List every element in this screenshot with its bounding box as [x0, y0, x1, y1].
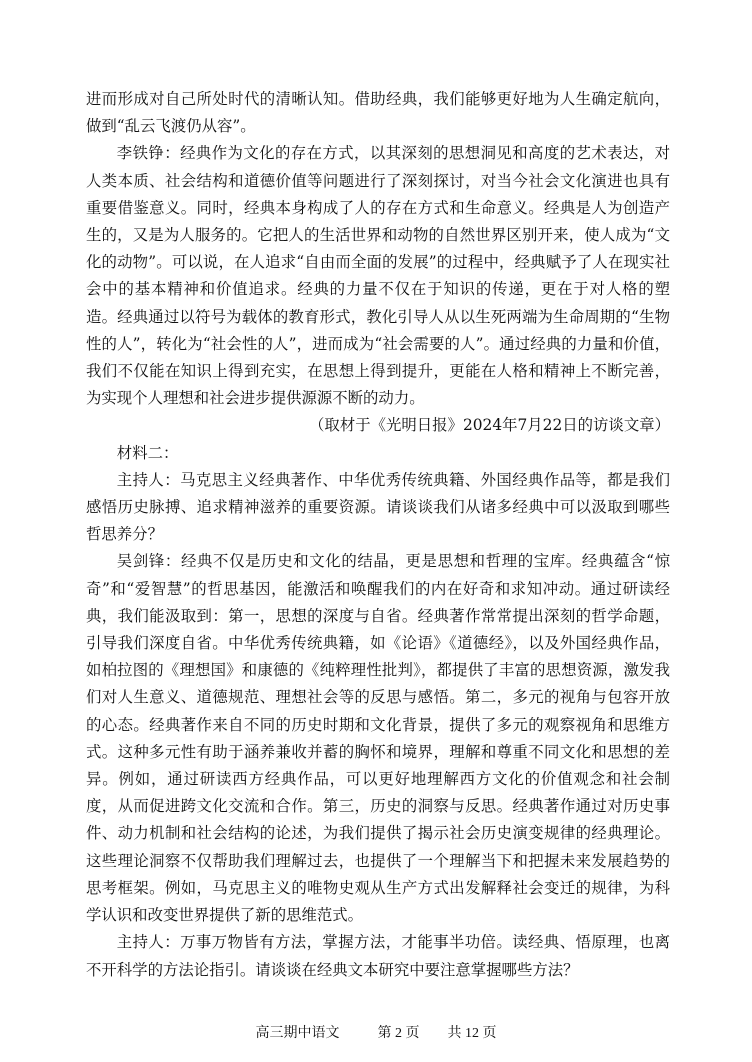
paragraph-continuation: 进而形成对自己所处时代的清晰认知。借助经典，我们能够更好地为人生确定航向，做到“乱云飞渡仍从容”。	[86, 90, 670, 136]
footer-page-number: 第 2 页	[377, 1026, 420, 1041]
paragraph-host-question-2: 主持人：万事万物皆有方法，掌握方法，才能事半功倍。读经典、悟原理，也离不开科学的方法论指引。请谈谈在经典文本研究中要注意掌握哪些方法？	[86, 933, 670, 979]
section-label-material-two: 材料二：	[116, 443, 179, 462]
source-citation: （取材于《光明日报》2024年7月22日的访谈文章）	[309, 416, 670, 435]
paragraph-host-question-1: 主持人：马克思主义经典著作、中华优秀传统典籍、外国经典作品等，都是我们感悟历史脉搏、追求精神滋养的重要资源。请谈谈我们从诸多经典中可以汲取到哪些哲思养分？	[86, 470, 670, 544]
paragraph-li-tiezheng: 李铁铮：经典作为文化的存在方式，以其深刻的思想洞见和高度的艺术表达，对人类本质、社会结构和道德价值等问题进行了深刻探讨，对当今社会文化演进也具有重要借鉴意义。同时，经典本身构成了人的存在方式和生命意义。经典是人为创造产生的，又是为人服务的。它把人的生活世界和动物的自然世界区别开来，使人成为“文化的动物”。可以说，在人追求“自由而全面的发展”的过程中，经典赋予了人在现实社会中的基本精神和价值追求。经典的力量不仅在于知识的传递，更在于对人格的塑造。经典通过以符号为载体的教育形式，教化引导人从以生死两端为生命周期的“生物性的人”，转化为“社会性的人”，进而成为“社会需要的人”。通过经典的力量和价值，我们不仅能在知识上得到充实，在思想上得到提升，更能在人格和精神上不断完善，为实现个人理想和社会进步提供源源不断的动力。	[86, 144, 670, 408]
footer-subject: 高三期中语文	[255, 1026, 340, 1041]
footer-total-pages: 共 12 页	[447, 1026, 497, 1041]
paragraph-wu-jianfeng: 吴剑锋：经典不仅是历史和文化的结晶，更是思想和哲理的宝库。经典蕴含“惊奇”和“爱智慧”的哲思基因，能激活和唤醒我们的内在好奇和求知冲动。通过研读经典，我们能汲取到：第一，思想的深度与自省。经典著作常常提出深刻的哲学命题，引导我们深度自省。中华优秀传统典籍，如《论语》《道德经》，以及外国经典作品，如柏拉图的《理想国》和康德的《纯粹理性批判》，都提供了丰富的思想资源，激发我们对人生意义、道德规范、理想社会等的反思与感悟。第二，多元的视角与包容开放的心态。经典著作来自不同的历史时期和文化背景，提供了多元的观察视角和思维方式。这种多元性有助于涵养兼收并蓄的胸怀和境界，理解和尊重不同文化和思想的差异。例如，通过研读西方经典作品，可以更好地理解西方文化的价值观念和社会制度，从而促进跨文化交流和合作。第三，历史的洞察与反思。经典著作通过对历史事件、动力机制和社会结构的论述，为我们提供了揭示社会历史演变规律的经典理论。这些理论洞察不仅帮助我们理解过去，也提供了一个理解当下和把握未来发展趋势的思考框架。例如，马克思主义的唯物史观从生产方式出发解释社会变迁的规律，为科学认识和改变世界提供了新的思维范式。	[86, 552, 670, 925]
article-body	[86, 86, 670, 984]
page-footer	[0, 1024, 752, 1044]
